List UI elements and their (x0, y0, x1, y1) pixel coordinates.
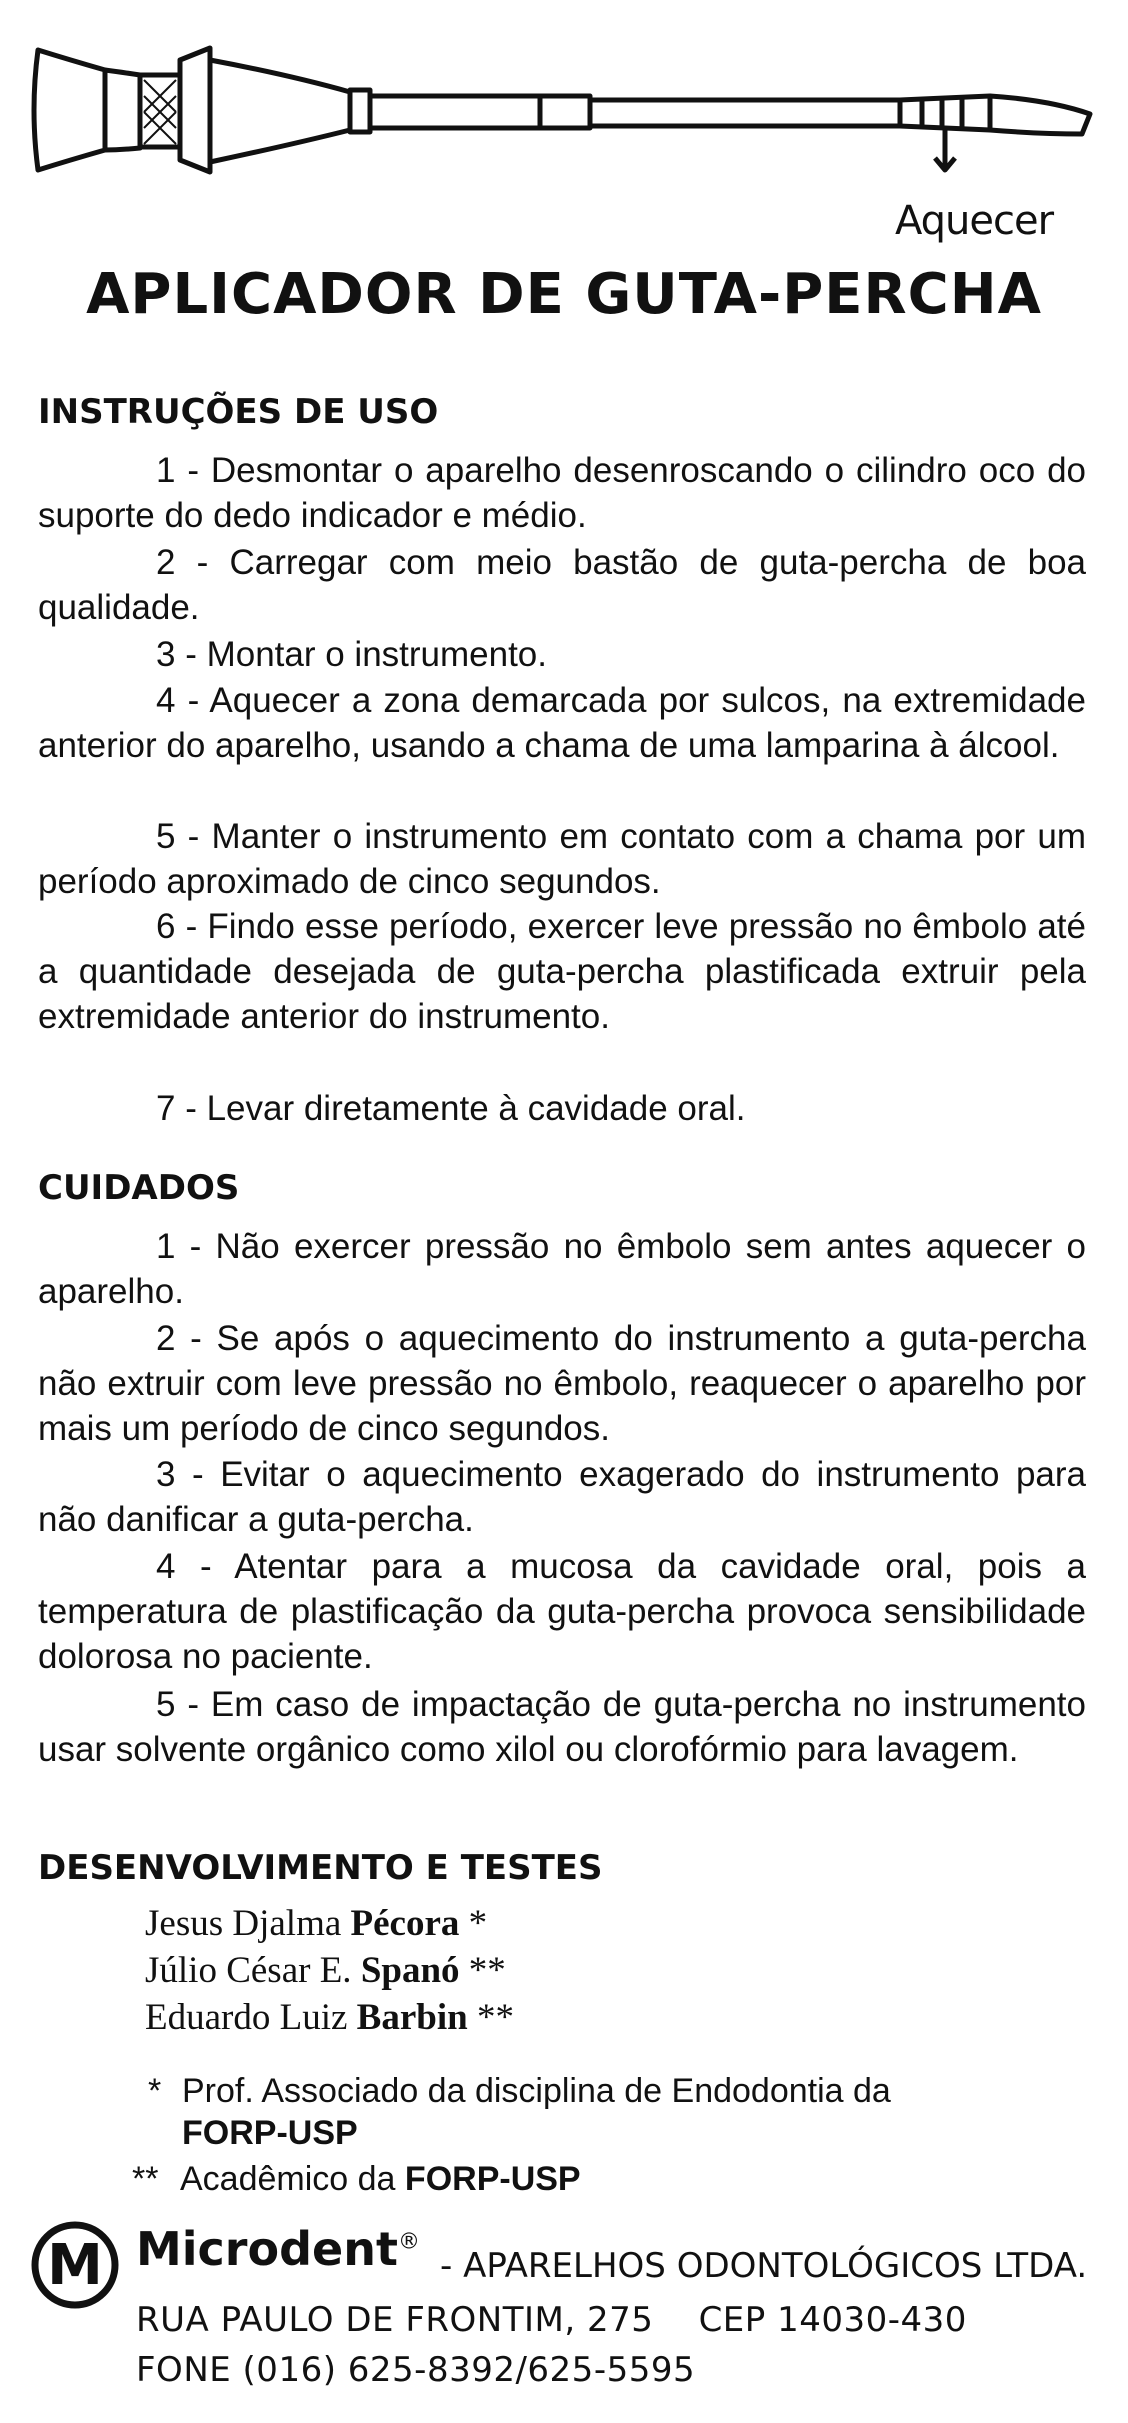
address: RUA PAULO DE FRONTIM, 275 CEP 14030-430 (136, 2300, 967, 2340)
footnote-mark: ** (132, 2160, 159, 2198)
instructions-heading: INSTRUÇÕES DE USO (38, 392, 439, 432)
brand-name: Microdent® (136, 2222, 420, 2276)
author: Eduardo Luiz Barbin ** (145, 1997, 514, 2038)
caution-item: 5 - Em caso de impactação de guta-percha no instrumento usar solvente orgânico como xilol ou clorofórmio para lavagem. (38, 1685, 1086, 1769)
caution-item: 1 - Não exercer pressão no êmbolo sem antes aquecer o aparelho. (38, 1227, 1086, 1311)
author: Jesus Djalma Pécora * (145, 1903, 488, 1944)
footnote-mark: * (148, 2072, 162, 2110)
instruction-item: 2 - Carregar com meio bastão de guta-percha de boa qualidade. (38, 543, 1086, 627)
microdent-logo-icon (30, 2220, 120, 2310)
development-heading: DESENVOLVIMENTO E TESTES (38, 1848, 603, 1888)
author: Júlio César E. Spanó ** (145, 1950, 506, 1991)
footnote-text: Prof. Associado da disciplina de Endodontia da FORP-USP (182, 2072, 891, 2152)
phone: FONE (016) 625-8392/625-5595 (136, 2350, 696, 2390)
caution-item: 4 - Atentar para a mucosa da cavidade oral, pois a temperatura de plastificação da guta-percha provoca sensibilidade dolorosa no paciente. (38, 1547, 1086, 1676)
author-list (145, 1900, 514, 2041)
caution-item: 3 - Evitar o aquecimento exagerado do instrumento para não danificar a guta-percha. (38, 1455, 1086, 1539)
svg-text:M: M (47, 2233, 103, 2298)
instruction-item: 7 - Levar diretamente à cavidade oral. (156, 1089, 746, 1128)
instruction-item: 6 - Findo esse período, exercer leve pressão no êmbolo até a quantidade desejada de guta-percha plastificada extruir pela extremidade anterior do instrumento. (38, 907, 1086, 1036)
company-name: - APARELHOS ODONTOLÓGICOS LTDA. (440, 2246, 1088, 2286)
footnote-text: Acadêmico da FORP-USP (180, 2160, 581, 2198)
instruction-item: 5 - Manter o instrumento em contato com a chama por um período aproximado de cinco segundos. (38, 817, 1086, 901)
instruction-item: 4 - Aquecer a zona demarcada por sulcos, na extremidade anterior do aparelho, usando a chama de uma lamparina à álcool. (38, 681, 1086, 765)
instruction-item: 1 - Desmontar o aparelho desenroscando o cilindro oco do suporte do dedo indicador e médio. (38, 451, 1086, 535)
page-title: APLICADOR DE GUTA-PERCHA (86, 262, 1042, 327)
instruction-item: 3 - Montar o instrumento. (156, 635, 547, 674)
cautions-heading: CUIDADOS (38, 1168, 240, 1208)
guta-percha-applicator-illustration (30, 30, 1110, 220)
heat-label: Aquecer (895, 198, 1054, 244)
caution-item: 2 - Se após o aquecimento do instrumento a guta-percha não extruir com leve pressão no êmbolo, reaquecer o aparelho por mais um período de cinco segundos. (38, 1319, 1086, 1448)
